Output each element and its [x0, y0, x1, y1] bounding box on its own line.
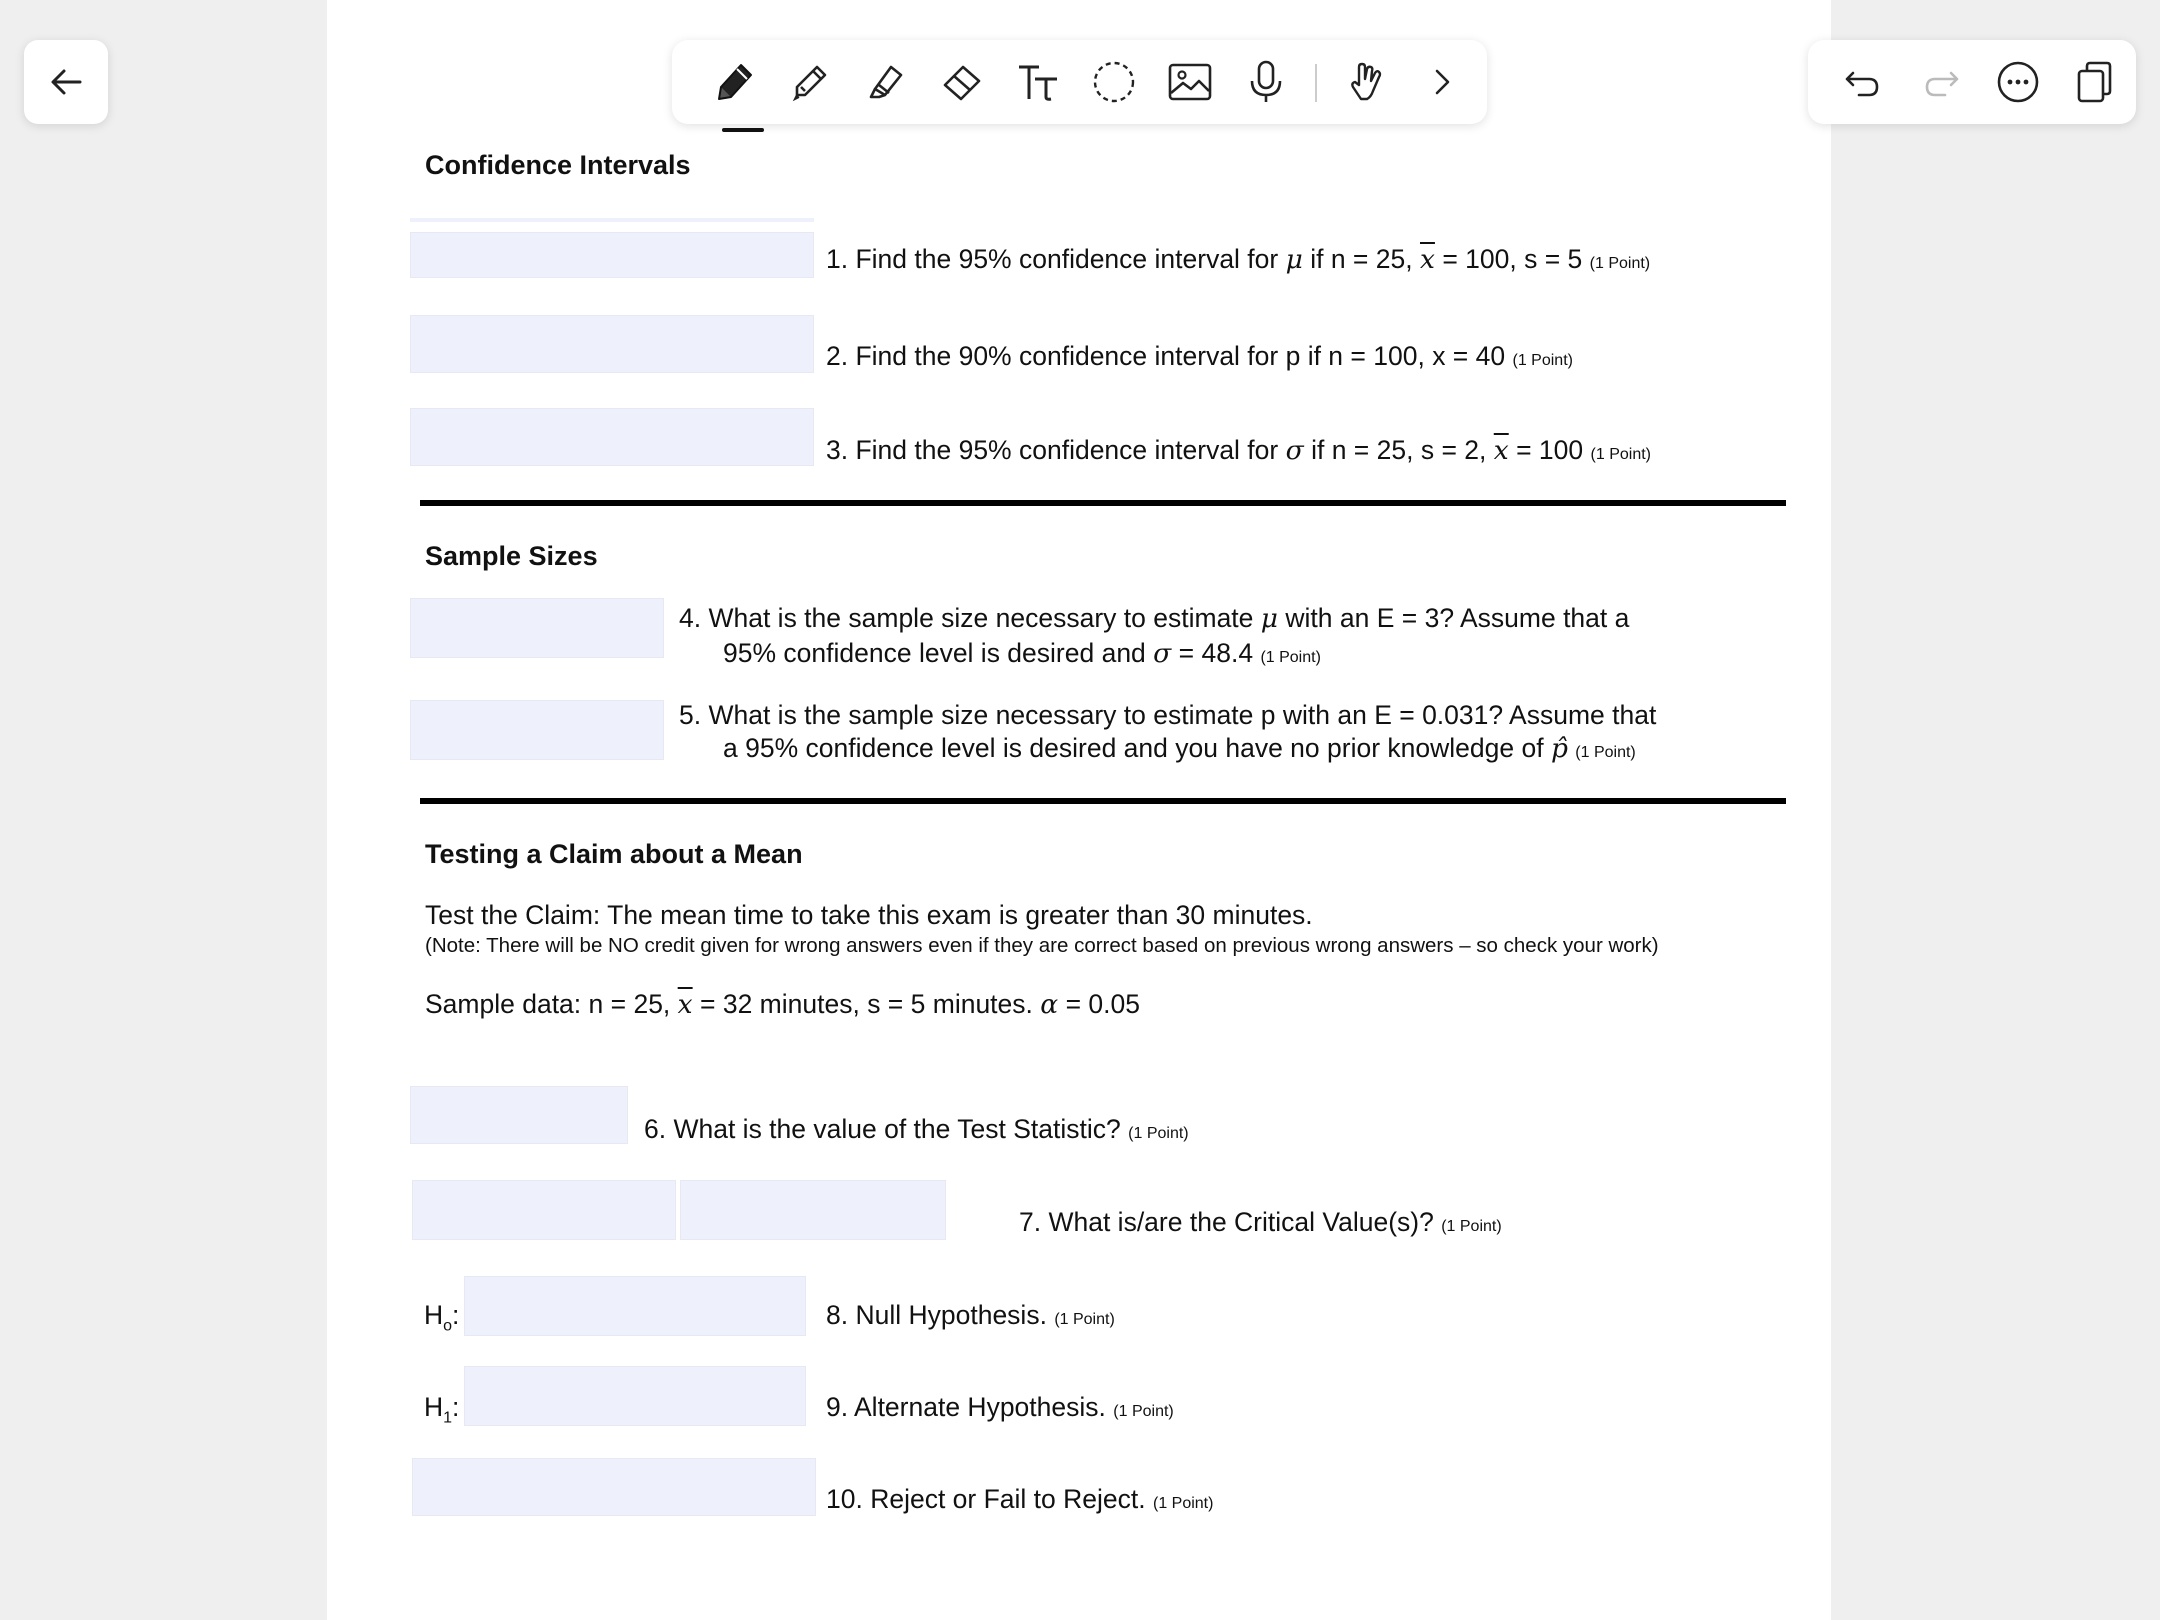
pencil-icon [785, 57, 835, 107]
more-options-button[interactable] [1992, 56, 2044, 108]
answer-field-q3[interactable] [410, 408, 814, 466]
answer-field-q5[interactable] [410, 700, 664, 760]
alpha-symbol: α [1040, 989, 1059, 1020]
question-5-line-1: 5. What is the sample size necessary to estimate p with an E = 0.031? Assume that [679, 700, 1657, 730]
pen-icon [709, 57, 759, 107]
answer-field-q6[interactable] [410, 1086, 628, 1144]
chevron-right-icon [1417, 57, 1467, 107]
question-5-line-2: a 95% confidence level is desired and you have no prior knowledge of p̂ (1 Point) [723, 733, 1636, 764]
pencil-tool-button[interactable] [784, 56, 836, 108]
field-top-strip [410, 218, 814, 222]
eraser-tool-button[interactable] [936, 56, 988, 108]
section-title-sample-sizes: Sample Sizes [425, 541, 598, 571]
answer-field-q1[interactable] [410, 232, 814, 278]
mu-symbol: μ [1285, 244, 1303, 275]
back-button[interactable] [24, 40, 108, 124]
section-title-confidence-intervals: Confidence Intervals [425, 150, 691, 180]
points-label: (1 Point) [1575, 744, 1636, 761]
text-icon [1013, 57, 1063, 107]
question-2: 2. Find the 90% confidence interval for p if n = 100, x = 40 (1 Point) [826, 341, 1573, 371]
hand-pointer-icon [1341, 57, 1391, 107]
points-label: (1 Point) [1152, 1495, 1214, 1512]
active-tool-indicator [722, 128, 764, 132]
note-text: (Note: There will be NO credit given for wrong answers even if they are correct based on previous wrong answers – so check your work) [425, 934, 1659, 957]
question-8: 8. Null Hypothesis. (1 Point) [826, 1300, 1115, 1330]
points-label: (1 Point) [1260, 649, 1321, 666]
redo-button[interactable] [1916, 56, 1968, 108]
pen-tool-button[interactable] [708, 56, 760, 108]
answer-field-q7-b[interactable] [680, 1180, 946, 1240]
eraser-icon [937, 57, 987, 107]
highlighter-icon [861, 57, 911, 107]
null-hypothesis-label: $H_o$: [424, 1300, 460, 1335]
highlighter-tool-button[interactable] [860, 56, 912, 108]
section-divider [420, 500, 1786, 506]
answer-field-q10[interactable] [412, 1458, 816, 1516]
image-icon [1165, 57, 1215, 107]
redo-icon [1919, 59, 1965, 105]
answer-field-q4[interactable] [410, 598, 664, 658]
sample-data: Sample data: n = 25, $\overline{x} = 32$ minutes, s = 5 minutes. α = 0.05 [425, 989, 1140, 1020]
ellipsis-circle-icon [1995, 59, 2041, 105]
lasso-select-icon [1089, 57, 1139, 107]
claim-text: Test the Claim: The mean time to take this exam is greater than 30 minutes. [425, 900, 1313, 930]
question-4-line-1: 4. What is the sample size necessary to estimate μ with an E = 3? Assume that a [679, 603, 1630, 634]
p-hat-symbol: p̂ [1550, 733, 1568, 764]
question-3: 3. Find the 95% confidence interval for σ if n = 25, s = 2, $\overline{x} = 100$ (1 Point) [826, 435, 1651, 466]
pages-button[interactable] [2068, 56, 2120, 108]
more-tools-button[interactable] [1416, 56, 1468, 108]
points-label: (1 Point) [1589, 255, 1651, 272]
mu-symbol: μ [1260, 603, 1279, 634]
sigma-symbol: σ [1285, 435, 1304, 466]
touch-gesture-tool-button[interactable] [1340, 56, 1392, 108]
answer-field-q9[interactable] [464, 1366, 806, 1426]
section-divider [420, 798, 1786, 804]
microphone-icon [1241, 57, 1291, 107]
xbar-symbol: $\overline{x}$ [1493, 435, 1509, 466]
image-tool-button[interactable] [1164, 56, 1216, 108]
points-label: (1 Point) [1590, 446, 1651, 463]
question-9: 9. Alternate Hypothesis. (1 Point) [826, 1392, 1174, 1422]
pages-icon [2071, 59, 2117, 105]
undo-icon [1839, 59, 1885, 105]
points-label: (1 Point) [1512, 352, 1573, 369]
lasso-tool-button[interactable] [1088, 56, 1140, 108]
question-10: 10. Reject or Fail to Reject. (1 Point) [826, 1484, 1214, 1514]
points-label: (1 Point) [1128, 1125, 1189, 1142]
points-label: (1 Point) [1113, 1403, 1174, 1420]
undo-button[interactable] [1836, 56, 1888, 108]
points-label: (1 Point) [1441, 1218, 1502, 1235]
alternate-hypothesis-label: $H_1$: [424, 1392, 460, 1427]
drawing-toolbar [672, 40, 1487, 124]
answer-field-q8[interactable] [464, 1276, 806, 1336]
answer-field-q7-a[interactable] [412, 1180, 676, 1240]
toolbar-separator [1315, 64, 1317, 102]
xbar-symbol: $\overline{x}$ [677, 989, 693, 1020]
answer-field-q2[interactable] [410, 315, 814, 373]
microphone-tool-button[interactable] [1240, 56, 1292, 108]
arrow-left-icon [46, 62, 86, 102]
section-title-testing-claim: Testing a Claim about a Mean [425, 839, 803, 869]
document-actions-bar [1808, 40, 2136, 124]
question-1: 1. Find the 95% confidence interval for μ if n = 25, $\overline{x} = 100$, s = 5 (1 Point) [826, 244, 1651, 275]
points-label: (1 Point) [1054, 1311, 1115, 1328]
question-4-line-2: 95% confidence level is desired and σ = 48.4 (1 Point) [723, 638, 1321, 669]
text-tool-button[interactable] [1012, 56, 1064, 108]
xbar-symbol: $\overline{x}$ [1419, 244, 1435, 275]
question-6: 6. What is the value of the Test Statistic? (1 Point) [644, 1114, 1189, 1144]
question-7: 7. What is/are the Critical Value(s)? (1 Point) [1019, 1207, 1502, 1237]
sigma-symbol: σ [1153, 638, 1172, 669]
